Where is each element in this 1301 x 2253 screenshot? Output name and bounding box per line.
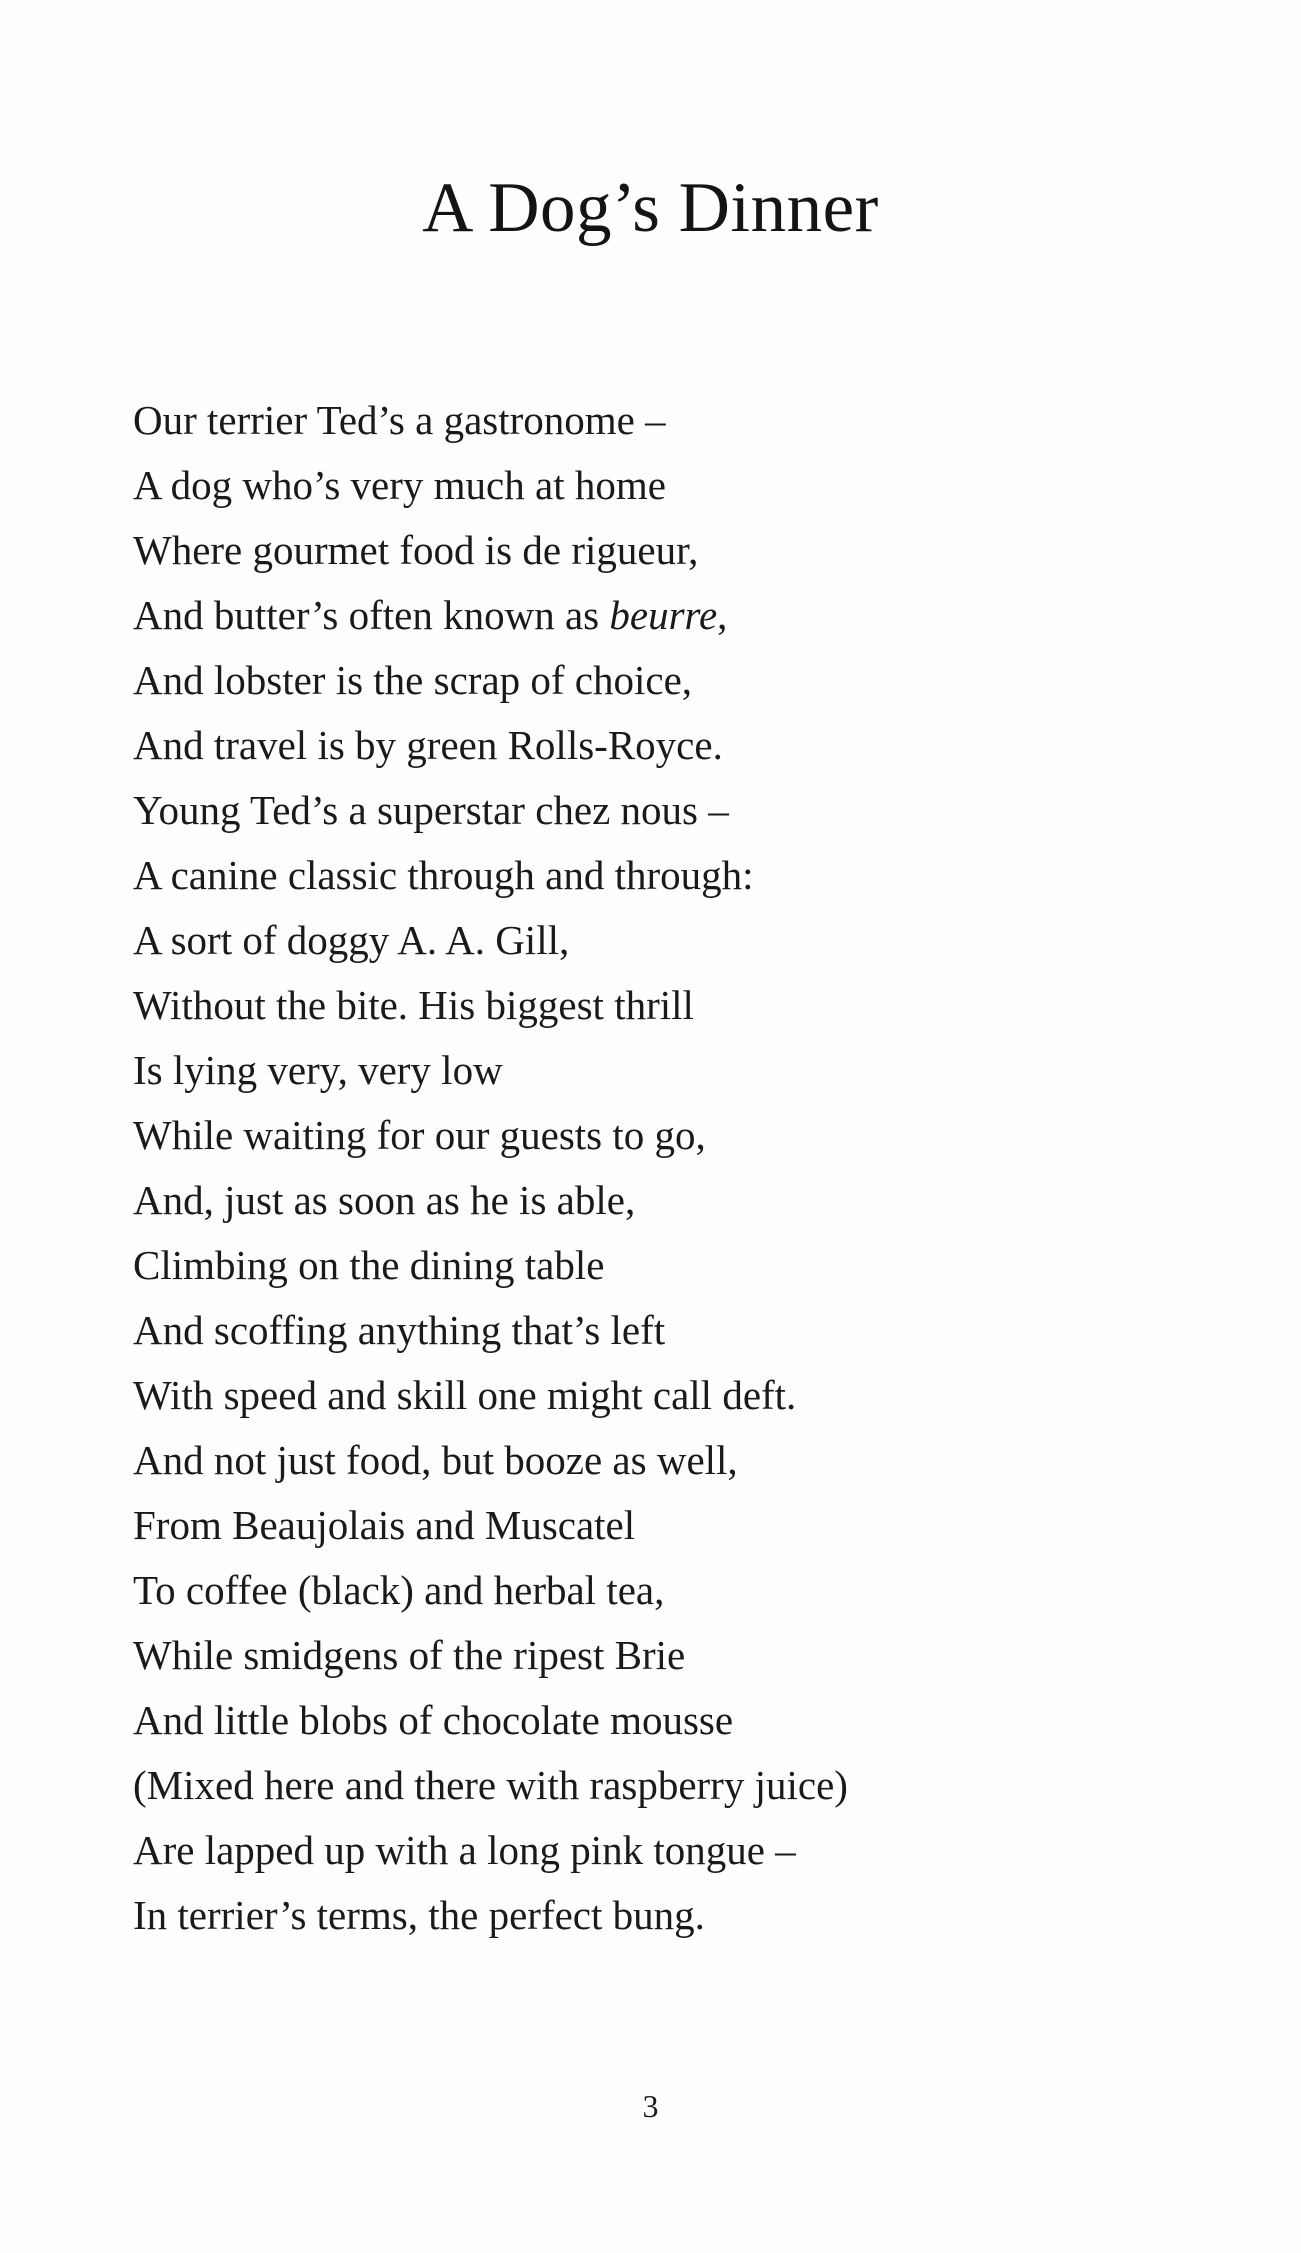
poem-line: Without the bite. His biggest thrill [133, 982, 694, 1028]
poem-line: And lobster is the scrap of choice, [133, 657, 693, 703]
poem-line: Our terrier Ted’s a gastronome – [133, 397, 666, 443]
poem-line: And, just as soon as he is able, [133, 1177, 636, 1223]
poem-line: A dog who’s very much at home [133, 462, 666, 508]
poem-line: A sort of doggy A. A. Gill, [133, 917, 570, 963]
poem-body [133, 388, 848, 1948]
poem-line: And not just food, but booze as well, [133, 1437, 738, 1483]
poem-line-italic-word: beurre [609, 592, 718, 638]
poem-line: Young Ted’s a superstar chez nous – [133, 787, 729, 833]
poem-line: And little blobs of chocolate mousse [133, 1697, 734, 1743]
poem-line: While waiting for our guests to go, [133, 1112, 706, 1158]
poem-line: Where gourmet food is de rigueur, [133, 527, 699, 573]
poem-line: A canine classic through and through: [133, 852, 754, 898]
poem-line: And travel is by green Rolls-Royce. [133, 722, 723, 768]
poem-line: In terrier’s terms, the perfect bung. [133, 1892, 705, 1938]
poem-line: From Beaujolais and Muscatel [133, 1502, 636, 1548]
poem-line [133, 583, 848, 648]
poem-line: Is lying very, very low [133, 1047, 503, 1093]
poem-line-text: , [717, 592, 728, 638]
poem-line: (Mixed here and there with raspberry juice) [133, 1762, 848, 1808]
poem-line: And scoffing anything that’s left [133, 1307, 666, 1353]
poem-line: With speed and skill one might call deft. [133, 1372, 797, 1418]
poem-line: Climbing on the dining table [133, 1242, 605, 1288]
poem-line: While smidgens of the ripest Brie [133, 1632, 686, 1678]
poem-line: Are lapped up with a long pink tongue – [133, 1827, 796, 1873]
page-number: 3 [642, 2088, 659, 2124]
poem-line: To coffee (black) and herbal tea, [133, 1567, 665, 1613]
poem-line-text: And butter’s often known as [133, 592, 610, 638]
poem-title: A Dog’s Dinner [422, 169, 879, 247]
